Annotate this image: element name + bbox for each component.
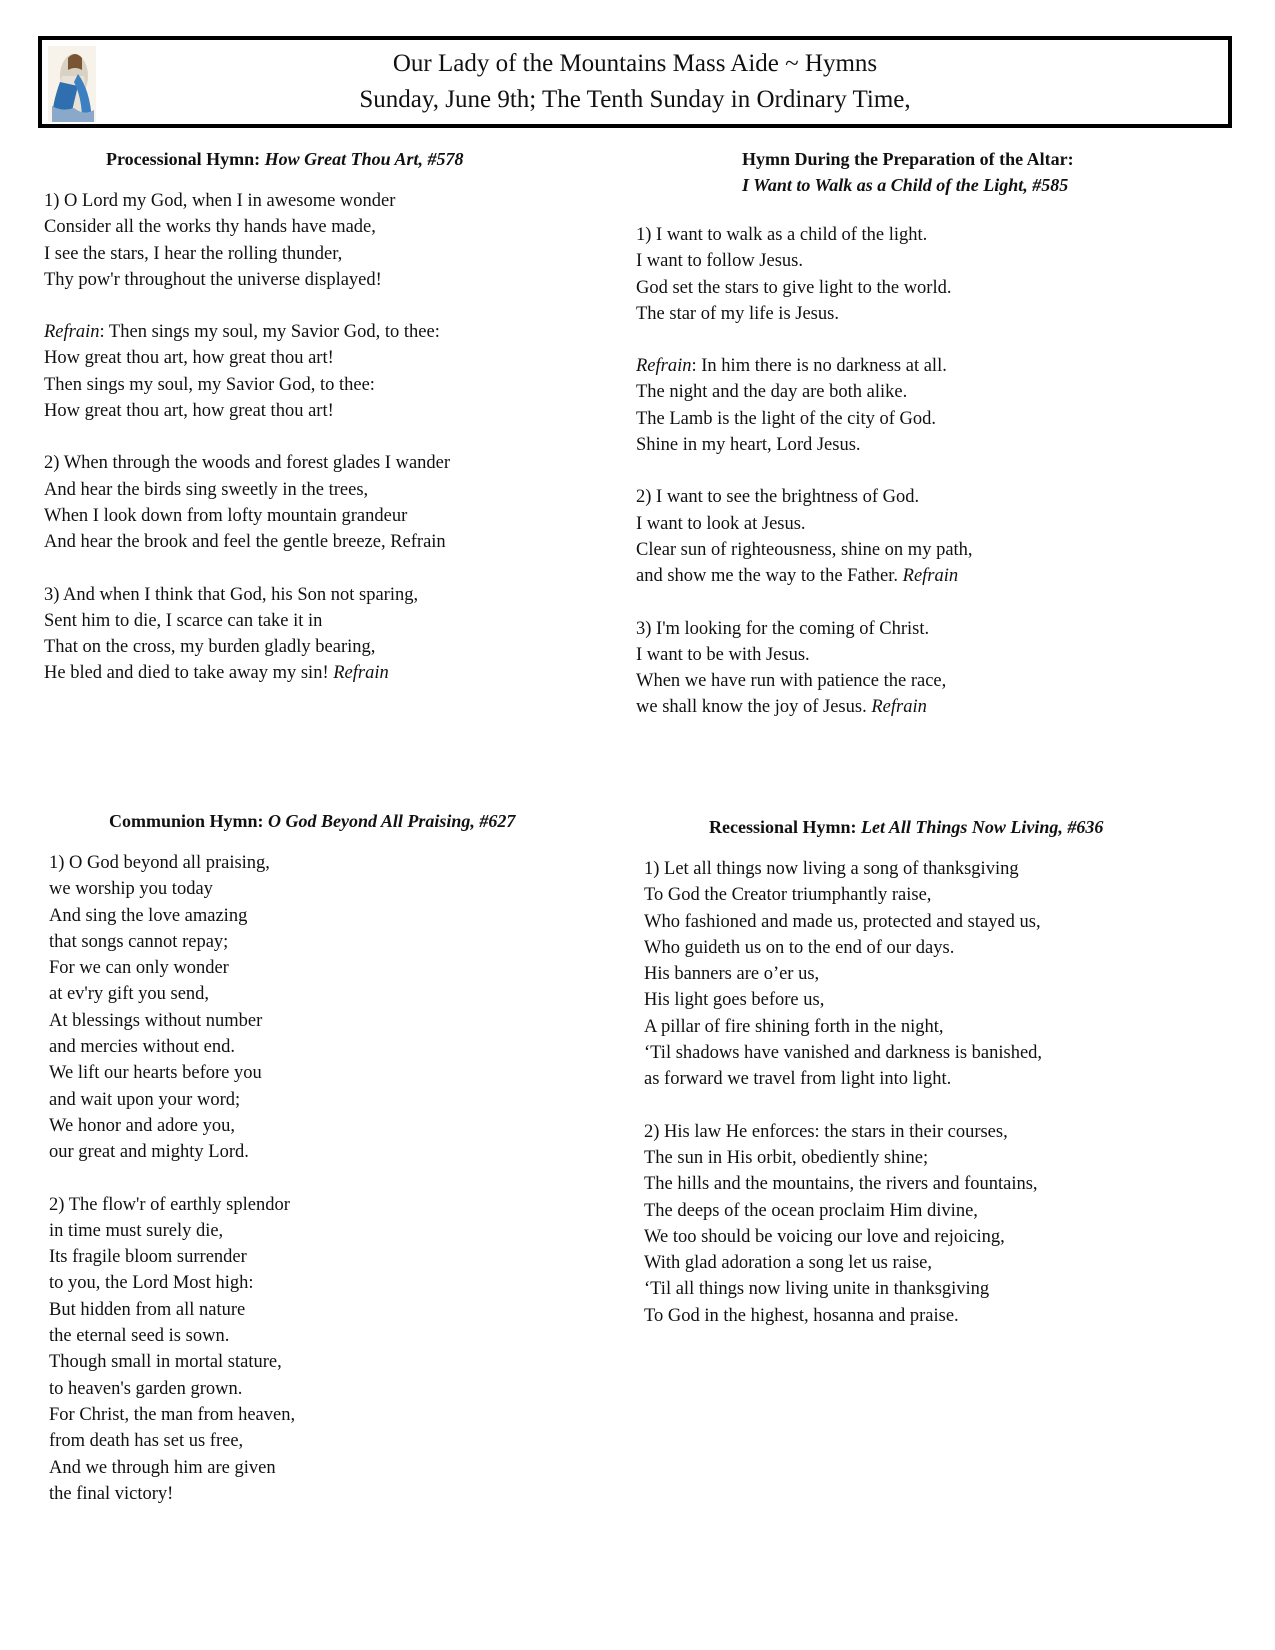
verse-line: To God in the highest, hosanna and praise. — [644, 1305, 959, 1326]
verse-line: The sun in His orbit, obediently shine; — [644, 1147, 929, 1168]
stanza — [49, 1192, 609, 1508]
hymn-verses — [644, 856, 1224, 1329]
verse-text: and show me the way to the Father. — [636, 566, 903, 587]
hymn-title: O God Beyond All Praising, — [268, 811, 475, 831]
header-box — [38, 36, 1232, 128]
verse-line: But hidden from all nature — [49, 1299, 246, 1320]
stanza — [644, 856, 1224, 1093]
hymn-heading — [636, 146, 1216, 198]
verse-line — [636, 563, 1216, 589]
verse-line: in time must surely die, — [49, 1220, 224, 1241]
verse-line: How great thou art, how great thou art! — [44, 401, 334, 422]
verse-line: And sing the love amazing — [49, 905, 248, 926]
verse-line: ‘Til all things now living unite in thanksgiving — [644, 1279, 990, 1300]
verse-line: the eternal seed is sown. — [49, 1326, 230, 1347]
verse-line: Clear sun of righteousness, shine on my path, — [636, 539, 973, 560]
verse-text: He bled and died to take away my sin! — [44, 663, 334, 684]
verse-line: A pillar of fire shining forth in the night, — [644, 1016, 944, 1037]
verse-line: 2) His law He enforces: the stars in their courses, — [644, 1121, 1008, 1142]
refrain — [44, 319, 604, 424]
verse-line: And hear the brook and feel the gentle breeze, Refrain — [44, 532, 446, 553]
hymn-verses — [636, 222, 1216, 721]
verse-line: The hills and the mountains, the rivers and fountains, — [644, 1174, 1038, 1195]
hymn-title: How Great Thou Art, — [264, 149, 424, 169]
refrain-label: Refrain — [902, 566, 959, 587]
processional-hymn — [44, 146, 604, 713]
verse-line: and wait upon your word; — [49, 1089, 241, 1110]
verse-line: from death has set us free, — [49, 1431, 244, 1452]
hymn-title-line — [742, 172, 1216, 198]
verse-line: ‘Til shadows have vanished and darkness is banished, — [644, 1043, 1043, 1064]
verse-line: At blessings without number — [49, 1010, 263, 1031]
verse-line: Consider all the works thy hands have made, — [44, 217, 376, 238]
hymn-title: I Want to Walk as a Child of the Light, — [742, 175, 1028, 195]
verse-line: 3) And when I think that God, his Son not sparing, — [44, 584, 419, 605]
hymn-heading — [44, 146, 604, 172]
verse-line: as forward we travel from light into light. — [644, 1069, 952, 1090]
verse-line: God set the stars to give light to the world. — [636, 277, 952, 298]
verse-line: 1) I want to walk as a child of the light. — [636, 225, 928, 245]
refrain-label: Refrain — [636, 356, 692, 377]
hymn-number: #578 — [423, 149, 464, 169]
communion-hymn — [49, 808, 609, 1533]
verse-line: and mercies without end. — [49, 1037, 235, 1058]
hymn-title: Let All Things Now Living, — [861, 817, 1063, 837]
verse-line — [636, 353, 1216, 379]
hymn-heading — [49, 808, 609, 834]
verse-line: With glad adoration a song let us raise, — [644, 1253, 932, 1274]
stanza — [49, 850, 609, 1166]
stanza — [44, 188, 604, 293]
verse-line: 1) O Lord my God, when I in awesome wonder — [44, 191, 396, 211]
hymn-number: #627 — [474, 811, 516, 831]
verse-line: Its fragile bloom surrender — [49, 1247, 247, 1268]
verse-line: Then sings my soul, my Savior God, to thee: — [44, 374, 375, 395]
verse-line: the final victory! — [49, 1483, 174, 1504]
refrain-label: Refrain — [333, 663, 389, 684]
page-title: Our Lady of the Mountains Mass Aide ~ Hymns — [392, 50, 878, 77]
verse-line: We lift our hearts before you — [49, 1063, 262, 1084]
verse-line: at ev'ry gift you send, — [49, 984, 210, 1005]
preparation-hymn — [636, 146, 1216, 747]
verse-line: For Christ, the man from heaven, — [49, 1404, 296, 1425]
hymn-label: Hymn During the Preparation of the Altar: — [742, 149, 1074, 169]
stanza — [636, 484, 1216, 589]
verse-line: That on the cross, my burden gladly bearing, — [44, 637, 376, 658]
stanza — [44, 450, 604, 555]
verse-line: When I look down from lofty mountain grandeur — [44, 505, 408, 526]
verse-line: His light goes before us, — [644, 990, 825, 1011]
verse-text: : In him there is no darkness at all. — [691, 356, 947, 377]
verse-line: 1) Let all things now living a song of thanksgiving — [644, 859, 1019, 879]
verse-line: I want to follow Jesus. — [636, 251, 803, 272]
refrain — [636, 353, 1216, 458]
refrain-label: Refrain — [871, 697, 927, 718]
verse-line — [44, 660, 604, 686]
verse-line: Who guideth us on to the end of our days. — [644, 937, 955, 958]
verse-line: How great thou art, how great thou art! — [44, 348, 334, 369]
page-subtitle: Sunday, June 9th; The Tenth Sunday in Ordinary Time, — [359, 86, 911, 113]
hymn-label: Recessional Hymn: — [709, 817, 861, 837]
verse-line: We too should be voicing our love and rejoicing, — [644, 1226, 1005, 1247]
recessional-hymn — [644, 814, 1224, 1355]
verse-line: To God the Creator triumphantly raise, — [644, 885, 932, 906]
verse-line — [44, 319, 604, 345]
hymn-number: #585 — [1027, 175, 1069, 195]
hymn-number: #636 — [1062, 817, 1104, 837]
verse-line: We honor and adore you, — [49, 1115, 236, 1136]
verse-line: The deeps of the ocean proclaim Him divine, — [644, 1200, 978, 1221]
verse-line: I want to be with Jesus. — [636, 644, 810, 665]
verse-text: we shall know the joy of Jesus. — [636, 697, 872, 718]
hymn-label: Communion Hymn: — [109, 811, 269, 831]
verse-line: When we have run with patience the race, — [636, 671, 947, 692]
verse-line: 1) O God beyond all praising, — [49, 853, 270, 873]
verse-line: to heaven's garden grown. — [49, 1378, 243, 1399]
verse-line: Shine in my heart, Lord Jesus. — [636, 435, 861, 456]
stanza — [644, 1119, 1224, 1329]
stanza — [636, 616, 1216, 721]
verse-line: our great and mighty Lord. — [49, 1142, 249, 1163]
verse-text: : Then sings my soul, my Savior God, to thee: — [99, 322, 440, 343]
verse-line: The star of my life is Jesus. — [636, 303, 839, 324]
hymn-label: Processional Hymn: — [106, 149, 265, 169]
verse-line: we worship you today — [49, 879, 213, 900]
hymn-verses — [44, 188, 604, 687]
verse-line: His banners are o’er us, — [644, 964, 820, 985]
verse-line: 2) The flow'r of earthly splendor — [49, 1194, 290, 1215]
hymn-heading — [644, 814, 1224, 840]
verse-line: Sent him to die, I scarce can take it in — [44, 610, 323, 631]
verse-line: And hear the birds sing sweetly in the trees, — [44, 479, 369, 500]
verse-line: 2) When through the woods and forest glades I wander — [44, 453, 451, 474]
refrain-label: Refrain — [44, 322, 100, 343]
verse-line: I want to look at Jesus. — [636, 513, 806, 534]
verse-line: The night and the day are both alike. — [636, 382, 908, 403]
verse-line: For we can only wonder — [49, 958, 229, 979]
verse-line: And we through him are given — [49, 1457, 276, 1478]
verse-line: 3) I'm looking for the coming of Christ. — [636, 618, 930, 639]
verse-line: that songs cannot repay; — [49, 931, 229, 952]
hymn-verses — [49, 850, 609, 1507]
verse-line: I see the stars, I hear the rolling thunder, — [44, 243, 343, 264]
stanza — [44, 582, 604, 687]
stanza — [636, 222, 1216, 327]
verse-line: 2) I want to see the brightness of God. — [636, 487, 920, 508]
verse-line: Who fashioned and made us, protected and stayed us, — [644, 911, 1041, 932]
verse-line — [636, 694, 1216, 720]
verse-line: The Lamb is the light of the city of God. — [636, 408, 937, 429]
verse-line: Though small in mortal stature, — [49, 1352, 282, 1373]
verse-line: Thy pow'r throughout the universe displayed! — [44, 269, 382, 290]
verse-line: to you, the Lord Most high: — [49, 1273, 254, 1294]
